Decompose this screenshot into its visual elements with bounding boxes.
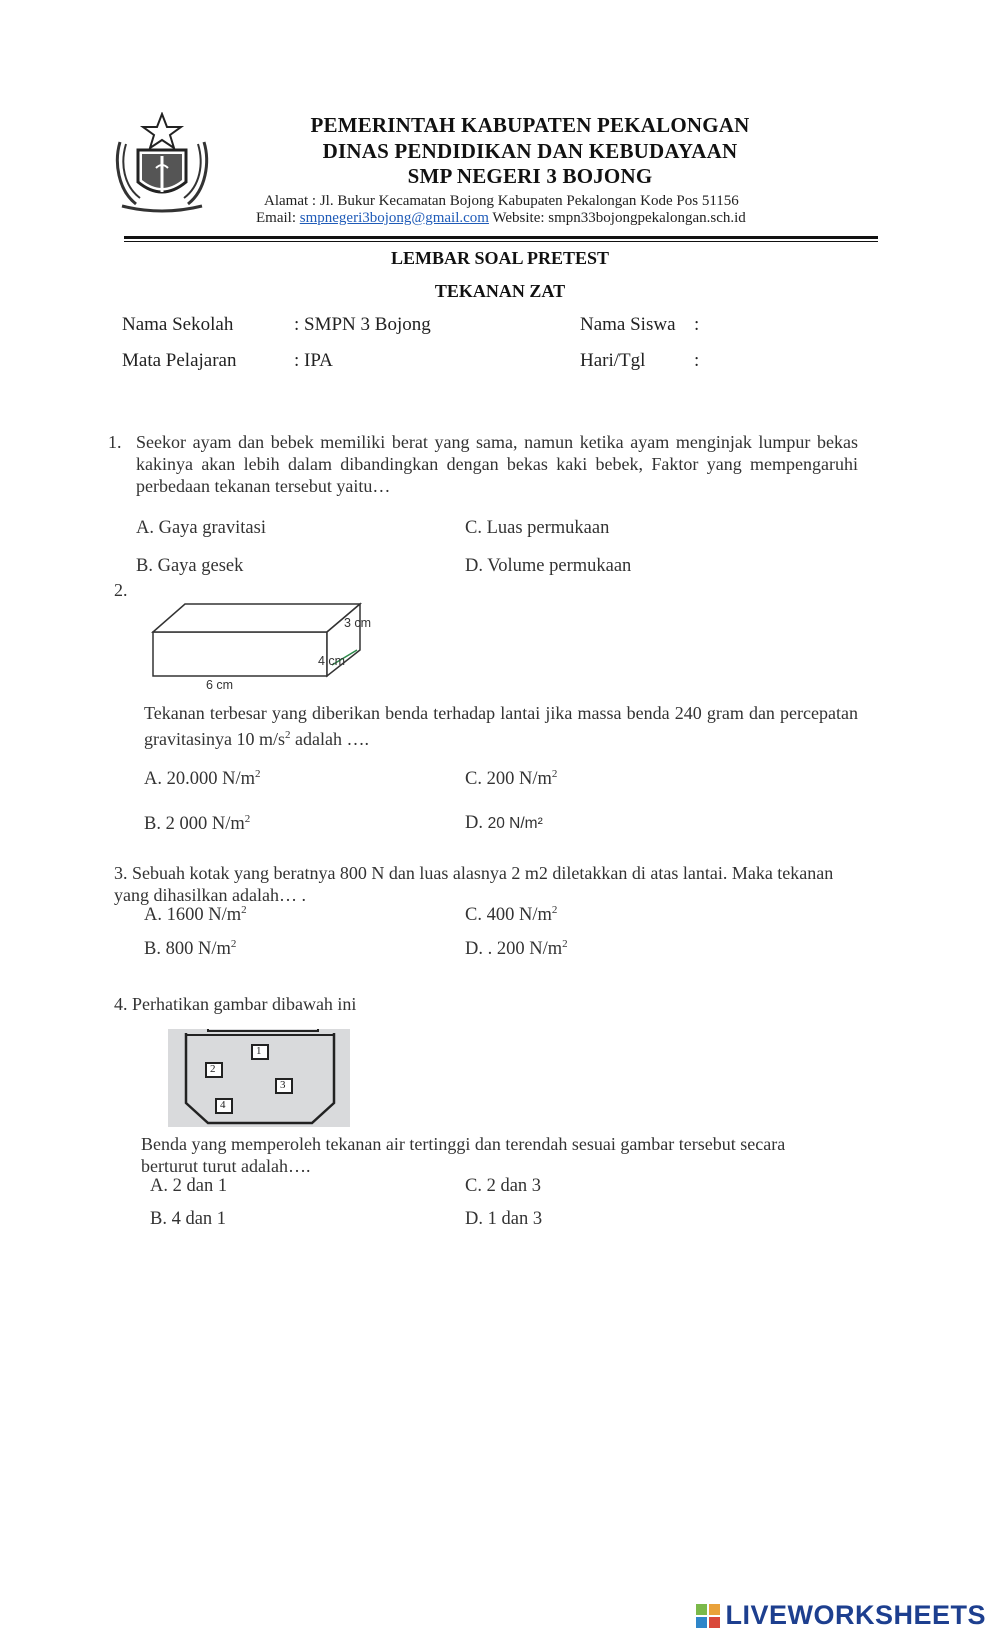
q3-option-d-text: D. . 200 N/m	[465, 939, 563, 960]
object-2-label: 2	[210, 1063, 216, 1075]
header-government: PEMERINTAH KABUPATEN PEKALONGAN	[310, 113, 750, 137]
q2-option-c-sup: 2	[551, 768, 558, 780]
q3-option-a-text: A. 1600 N/m	[144, 905, 242, 926]
regency-emblem-logo	[112, 112, 212, 214]
header-divider-thin	[124, 241, 878, 242]
block-width-label: 4 cm	[318, 654, 346, 668]
q2-text-main: Tekanan terbesar yang diberikan benda terhadap lantai jika massa benda 240 gram dan percepatan gravitasinya 10 m/s	[144, 703, 858, 749]
q1-option-c[interactable]: C. Luas permukaan	[465, 518, 610, 538]
q1-option-b[interactable]: B. Gaya gesek	[136, 556, 244, 576]
object-3-label: 3	[280, 1079, 286, 1091]
q1-option-d[interactable]: D. Volume permukaan	[465, 556, 632, 576]
q2-option-a-text: A. 20.000 N/m	[144, 769, 255, 790]
sheet-subtitle: TEKANAN ZAT	[434, 281, 566, 301]
q4-option-d[interactable]: D. 1 dan 3	[465, 1209, 543, 1229]
header-school: SMP NEGERI 3 BOJONG	[407, 164, 653, 188]
water-container-figure	[168, 1029, 350, 1127]
student-name-label: Nama Siswa	[580, 314, 676, 335]
q2-option-a-sup: 2	[255, 768, 261, 780]
liveworksheets-brand	[695, 1600, 986, 1631]
q2-option-b-sup: 2	[244, 813, 251, 825]
block-height-label: 3 cm	[344, 616, 372, 630]
header-department: DINAS PENDIDIKAN DAN KEBUDAYAAN	[322, 139, 738, 163]
q4-question: Benda yang memperoleh tekanan air tertinggi dan terendah sesuai gambar tersebut secara berturut turut adalah….	[141, 1134, 786, 1176]
q2-option-d-prefix: D.	[465, 813, 488, 833]
email-link[interactable]: smpnegeri3bojong@gmail.com	[299, 210, 489, 226]
q2-option-b[interactable]	[144, 813, 250, 835]
q3-option-c-text: C. 400 N/m	[465, 905, 552, 926]
q1-text: Seekor ayam dan bebek memiliki berat yang sama, namun ketika ayam menginjak lumpur bekas kakinya akan lebih dalam dibandingkan dengan bekas kaki bebek, Faktor yang mempengaruhi perbedaan tekanan tersebut yaitu…	[136, 432, 858, 496]
q2-text-end: adalah ….	[290, 729, 369, 749]
subject-label: Mata Pelajaran	[122, 350, 237, 371]
liveworksheets-logo-icon	[695, 1603, 721, 1629]
school-value: : SMPN 3 Bojong	[294, 314, 431, 335]
q4-option-b[interactable]: B. 4 dan 1	[150, 1209, 227, 1229]
q2-option-a[interactable]	[144, 768, 261, 790]
date-label: Hari/Tgl	[580, 350, 646, 371]
q1-option-a[interactable]: A. Gaya gravitasi	[136, 518, 266, 538]
q2-option-c-text: C. 200 N/m	[465, 769, 552, 790]
sheet-title: LEMBAR SOAL PRETEST	[390, 248, 610, 268]
email-label: Email:	[256, 210, 300, 226]
date-colon: :	[694, 350, 700, 371]
q3-text: 3. Sebuah kotak yang beratnya 800 N dan luas alasnya 2 m2 diletakkan di atas lantai. Maka tekanan yang dihasilkan adalah… .	[114, 863, 834, 905]
q3-option-b-sup: 2	[230, 938, 237, 950]
q3-option-d[interactable]	[465, 938, 568, 960]
subject-value: : IPA	[294, 350, 333, 371]
q4-option-c[interactable]: C. 2 dan 3	[465, 1176, 542, 1196]
object-1-label: 1	[256, 1045, 262, 1057]
q3-option-a[interactable]	[144, 904, 247, 926]
object-4-label: 4	[220, 1099, 226, 1111]
header-contact	[256, 210, 746, 227]
q2-number: 2.	[114, 580, 128, 600]
header-divider-thick	[124, 236, 878, 239]
q3-option-a-sup: 2	[241, 904, 247, 916]
q4-option-a[interactable]: A. 2 dan 1	[150, 1176, 228, 1196]
school-label: Nama Sekolah	[122, 314, 234, 335]
q2-option-b-text: B. 2 000 N/m	[144, 814, 245, 835]
q4-text: 4. Perhatikan gambar dibawah ini	[114, 994, 357, 1014]
q2-text	[144, 702, 858, 750]
q3-option-c-sup: 2	[551, 904, 558, 916]
q3-option-c[interactable]	[465, 904, 557, 926]
q2-text-sup: 2	[284, 729, 291, 741]
q2-option-d[interactable]	[465, 813, 543, 834]
liveworksheets-wordmark: LIVEWORKSHEETS	[725, 1600, 986, 1630]
q3-option-d-sup: 2	[562, 938, 568, 950]
q1-number: 1.	[108, 432, 122, 452]
block-length-label: 6 cm	[206, 678, 234, 692]
q2-option-d-value: 20 N/m²	[487, 815, 543, 832]
block-figure	[145, 596, 385, 696]
q3-option-b-text: B. 800 N/m	[144, 939, 231, 960]
website-text: Website: smpn33bojongpekalongan.sch.id	[488, 210, 746, 226]
student-name-colon: :	[694, 314, 700, 335]
q2-option-c[interactable]	[465, 768, 557, 790]
q3-option-b[interactable]	[144, 938, 236, 960]
header-address: Alamat : Jl. Bukur Kecamatan Bojong Kabupaten Pekalongan Kode Pos 51156	[264, 193, 739, 209]
